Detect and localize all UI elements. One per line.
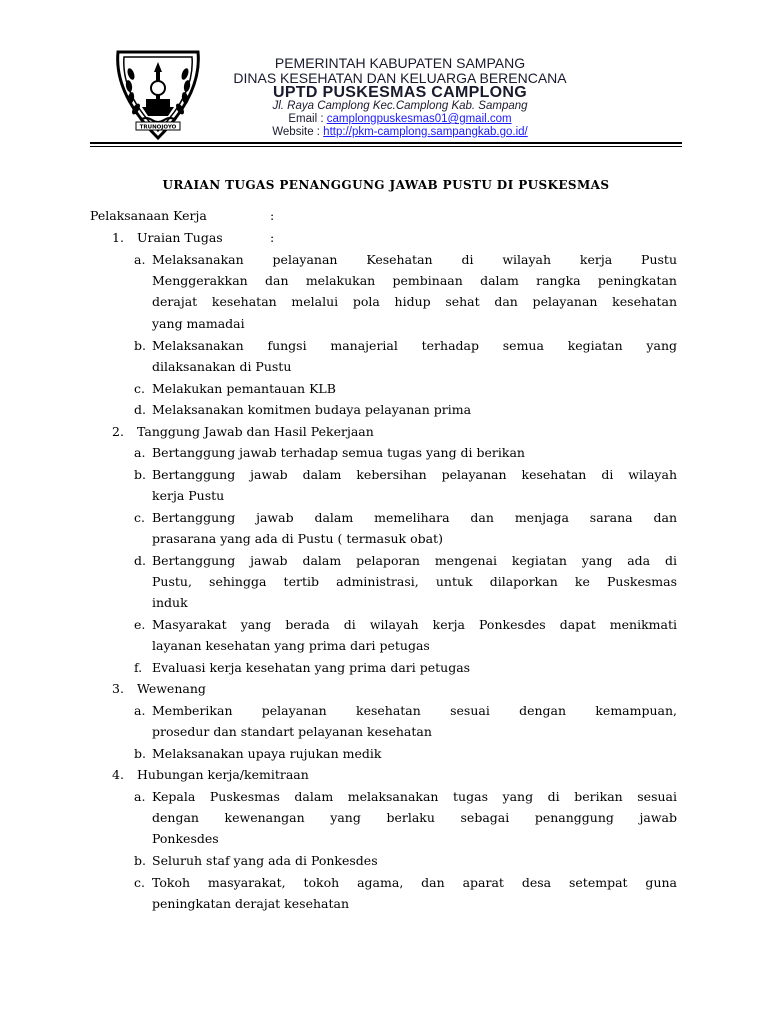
section-number: 4.	[112, 767, 124, 782]
item-line: Evaluasi kerja kesehatan yang prima dari petugas	[152, 660, 471, 675]
item-letter: e.	[134, 617, 146, 632]
website-line	[200, 126, 600, 138]
item-line: derajat kesehatan melalui pola hidup sehat dan pelayanan kesehatan	[152, 294, 677, 309]
item-letter: a.	[134, 252, 146, 267]
letterhead-divider-thick	[90, 142, 682, 144]
item-letter: c.	[134, 381, 145, 396]
item-letter: c.	[134, 875, 145, 890]
item-line: Ponkesdes	[152, 831, 219, 846]
email-label: Email :	[288, 113, 327, 125]
item-line: layanan kesehatan yang prima dari petugas	[152, 638, 430, 653]
logo-motto: TRUNOJOYO	[139, 124, 177, 131]
section-label: Wewenang	[137, 681, 206, 696]
section-number: 2.	[112, 424, 124, 439]
item-letter: b.	[134, 853, 146, 868]
item-letter: b.	[134, 467, 146, 482]
department-name: DINAS KESEHATAN DAN KELUARGA BERENCANA	[233, 70, 567, 86]
item-line: Pustu, sehingga tertib administrasi, untuk dilaporkan ke Puskesmas	[152, 574, 677, 589]
item-line: Melaksanakan upaya rujukan medik	[152, 746, 382, 761]
website-link[interactable]: http://pkm-camplong.sampangkab.go.id/	[323, 126, 528, 138]
item-line: kerja Pustu	[152, 488, 225, 503]
section-number: 1.	[112, 230, 124, 245]
letterhead-divider-thin	[90, 146, 682, 147]
item-letter: b.	[134, 338, 146, 353]
item-line: Melaksanakan pelayanan Kesehatan di wilayah kerja Pustu	[152, 252, 677, 267]
document-title: URAIAN TUGAS PENANGGUNG JAWAB PUSTU DI PUSKESMAS	[162, 178, 610, 192]
email-line	[200, 113, 600, 125]
item-line: Seluruh staf yang ada di Ponkesdes	[152, 853, 378, 868]
heading-colon: :	[270, 208, 275, 223]
item-line: Masyarakat yang berada di wilayah kerja Ponkesdes dapat menikmati	[152, 617, 677, 632]
item-line: yang mamadai	[152, 316, 245, 331]
section-label: Uraian Tugas	[137, 230, 223, 245]
item-line: Bertanggung jawab terhadap semua tugas yang di berikan	[152, 445, 525, 460]
item-line: peningkatan derajat kesehatan	[152, 896, 349, 911]
item-line: induk	[152, 595, 188, 610]
item-line: Memberikan pelayanan kesehatan sesuai dengan kemampuan,	[152, 703, 677, 718]
item-line: Tokoh masyarakat, tokoh agama, dan aparat desa setempat guna	[152, 875, 677, 890]
item-line: Bertanggung jawab dalam kebersihan pelayanan kesehatan di wilayah	[152, 467, 677, 482]
item-line: Melaksanakan fungsi manajerial terhadap semua kegiatan yang	[152, 338, 677, 353]
item-letter: c.	[134, 510, 145, 525]
item-letter: a.	[134, 703, 146, 718]
item-line: Melaksanakan komitmen budaya pelayanan prima	[152, 402, 472, 417]
item-line: prosedur dan standart pelayanan kesehatan	[152, 724, 432, 739]
government-name: PEMERINTAH KABUPATEN SAMPANG	[274, 55, 526, 71]
item-line: dengan kewenangan yang berlaku sebagai penanggung jawab	[152, 810, 677, 825]
section-label: Hubungan kerja/kemitraan	[137, 767, 309, 782]
item-line: Bertanggung jawab dalam memelihara dan menjaga sarana dan	[152, 510, 677, 525]
section-number: 3.	[112, 681, 124, 696]
item-line: Menggerakkan dan melakukan pembinaan dalam rangka peningkatan	[152, 273, 677, 288]
email-link[interactable]: camplongpuskesmas01@gmail.com	[326, 113, 512, 125]
item-letter: d.	[134, 402, 146, 417]
address: Jl. Raya Camplong Kec.Camplong Kab. Sampang	[272, 100, 528, 112]
item-line: dilaksanakan di Pustu	[152, 359, 292, 374]
institution-name: UPTD PUSKESMAS CAMPLONG	[272, 84, 528, 101]
section-colon: :	[270, 230, 275, 245]
item-letter: a.	[134, 789, 146, 804]
item-letter: b.	[134, 746, 146, 761]
item-line: Melakukan pemantauan KLB	[152, 381, 336, 396]
item-letter: d.	[134, 553, 146, 568]
section-label: Tanggung Jawab dan Hasil Pekerjaan	[137, 424, 374, 439]
item-letter: f.	[134, 660, 143, 675]
item-letter: a.	[134, 445, 146, 460]
item-line: Kepala Puskesmas dalam melaksanakan tugas yang di berikan sesuai	[152, 789, 677, 804]
website-label: Website :	[272, 126, 324, 138]
section-heading: Pelaksanaan Kerja	[90, 208, 207, 223]
item-line: Bertanggung jawab dalam pelaporan mengenai kegiatan yang ada di	[152, 553, 677, 568]
item-line: prasarana yang ada di Pustu ( termasuk obat)	[152, 531, 443, 546]
